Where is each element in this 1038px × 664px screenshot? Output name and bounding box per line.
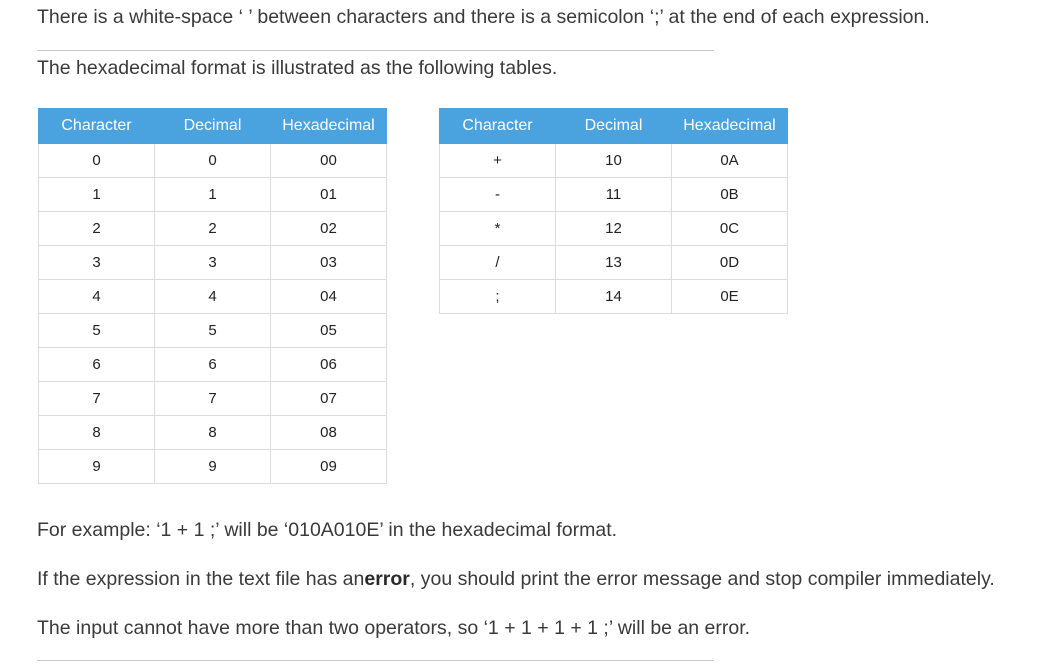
divider-top — [37, 50, 714, 51]
table-row — [440, 144, 788, 178]
divider-bottom — [37, 660, 714, 661]
cell-hexadecimal: 07 — [271, 382, 387, 416]
cell-character: 8 — [39, 416, 155, 450]
cell-character: ; — [440, 280, 556, 314]
cell-decimal: 9 — [155, 450, 271, 484]
cell-hexadecimal: 0A — [672, 144, 788, 178]
table-row — [39, 348, 387, 382]
table-row — [440, 178, 788, 212]
cell-character: / — [440, 246, 556, 280]
cell-character: + — [440, 144, 556, 178]
table-row — [39, 144, 387, 178]
cell-hexadecimal: 00 — [271, 144, 387, 178]
table-row — [39, 246, 387, 280]
column-header-character: Character — [440, 109, 556, 144]
cell-hexadecimal: 0C — [672, 212, 788, 246]
cell-decimal: 8 — [155, 416, 271, 450]
cell-decimal: 10 — [556, 144, 672, 178]
table-row — [39, 280, 387, 314]
error-note-prefix: If the expression in the text file has an — [37, 568, 365, 590]
column-header-decimal: Decimal — [155, 109, 271, 144]
cell-hexadecimal: 09 — [271, 450, 387, 484]
table-row — [39, 416, 387, 450]
error-keyword: error — [364, 568, 410, 590]
cell-character: * — [440, 212, 556, 246]
cell-decimal: 13 — [556, 246, 672, 280]
column-header-hexadecimal: Hexadecimal — [672, 109, 788, 144]
cell-character: 6 — [39, 348, 155, 382]
operator-limit-note: The input cannot have more than two operators, so ‘1 + 1 + 1 + 1 ;’ will be an error. — [37, 617, 751, 639]
digits-hex-table — [38, 108, 387, 484]
cell-decimal: 0 — [155, 144, 271, 178]
error-note — [37, 567, 995, 591]
cell-hexadecimal: 06 — [271, 348, 387, 382]
table-row — [440, 246, 788, 280]
cell-character: 0 — [39, 144, 155, 178]
cell-decimal: 7 — [155, 382, 271, 416]
cell-character: 4 — [39, 280, 155, 314]
cell-hexadecimal: 0B — [672, 178, 788, 212]
cell-hexadecimal: 02 — [271, 212, 387, 246]
operators-hex-table — [439, 108, 788, 314]
table-row — [39, 382, 387, 416]
cell-decimal: 6 — [155, 348, 271, 382]
cell-hexadecimal: 0E — [672, 280, 788, 314]
column-header-character: Character — [39, 109, 155, 144]
table-row — [440, 280, 788, 314]
column-header-hexadecimal: Hexadecimal — [271, 109, 387, 144]
cell-hexadecimal: 03 — [271, 246, 387, 280]
example-text: For example: ‘1 + 1 ;’ will be ‘010A010E’ in the hexadecimal format. — [37, 519, 618, 541]
cell-decimal: 2 — [155, 212, 271, 246]
cell-decimal: 11 — [556, 178, 672, 212]
table-row — [39, 212, 387, 246]
table-row — [39, 178, 387, 212]
cell-decimal: 1 — [155, 178, 271, 212]
digits-table-body — [39, 144, 387, 484]
cell-character: 3 — [39, 246, 155, 280]
cell-character: 7 — [39, 382, 155, 416]
cell-decimal: 14 — [556, 280, 672, 314]
column-header-decimal: Decimal — [556, 109, 672, 144]
cell-decimal: 12 — [556, 212, 672, 246]
cell-hexadecimal: 0D — [672, 246, 788, 280]
cell-character: - — [440, 178, 556, 212]
format-intro: The hexadecimal format is illustrated as the following tables. — [37, 57, 558, 79]
cell-hexadecimal: 08 — [271, 416, 387, 450]
cell-character: 1 — [39, 178, 155, 212]
cell-decimal: 3 — [155, 246, 271, 280]
cell-character: 2 — [39, 212, 155, 246]
whitespace-note: There is a white-space ‘ ’ between characters and there is a semicolon ‘;’ at the end of each expression. — [37, 6, 930, 28]
cell-character: 9 — [39, 450, 155, 484]
table-header-row — [440, 109, 788, 144]
table-header-row — [39, 109, 387, 144]
cell-character: 5 — [39, 314, 155, 348]
cell-hexadecimal: 05 — [271, 314, 387, 348]
cell-decimal: 5 — [155, 314, 271, 348]
operators-table-body — [440, 144, 788, 314]
cell-hexadecimal: 04 — [271, 280, 387, 314]
table-row — [39, 450, 387, 484]
table-row — [440, 212, 788, 246]
cell-hexadecimal: 01 — [271, 178, 387, 212]
table-row — [39, 314, 387, 348]
cell-decimal: 4 — [155, 280, 271, 314]
error-note-suffix: , you should print the error message and stop compiler immediately. — [409, 568, 995, 590]
